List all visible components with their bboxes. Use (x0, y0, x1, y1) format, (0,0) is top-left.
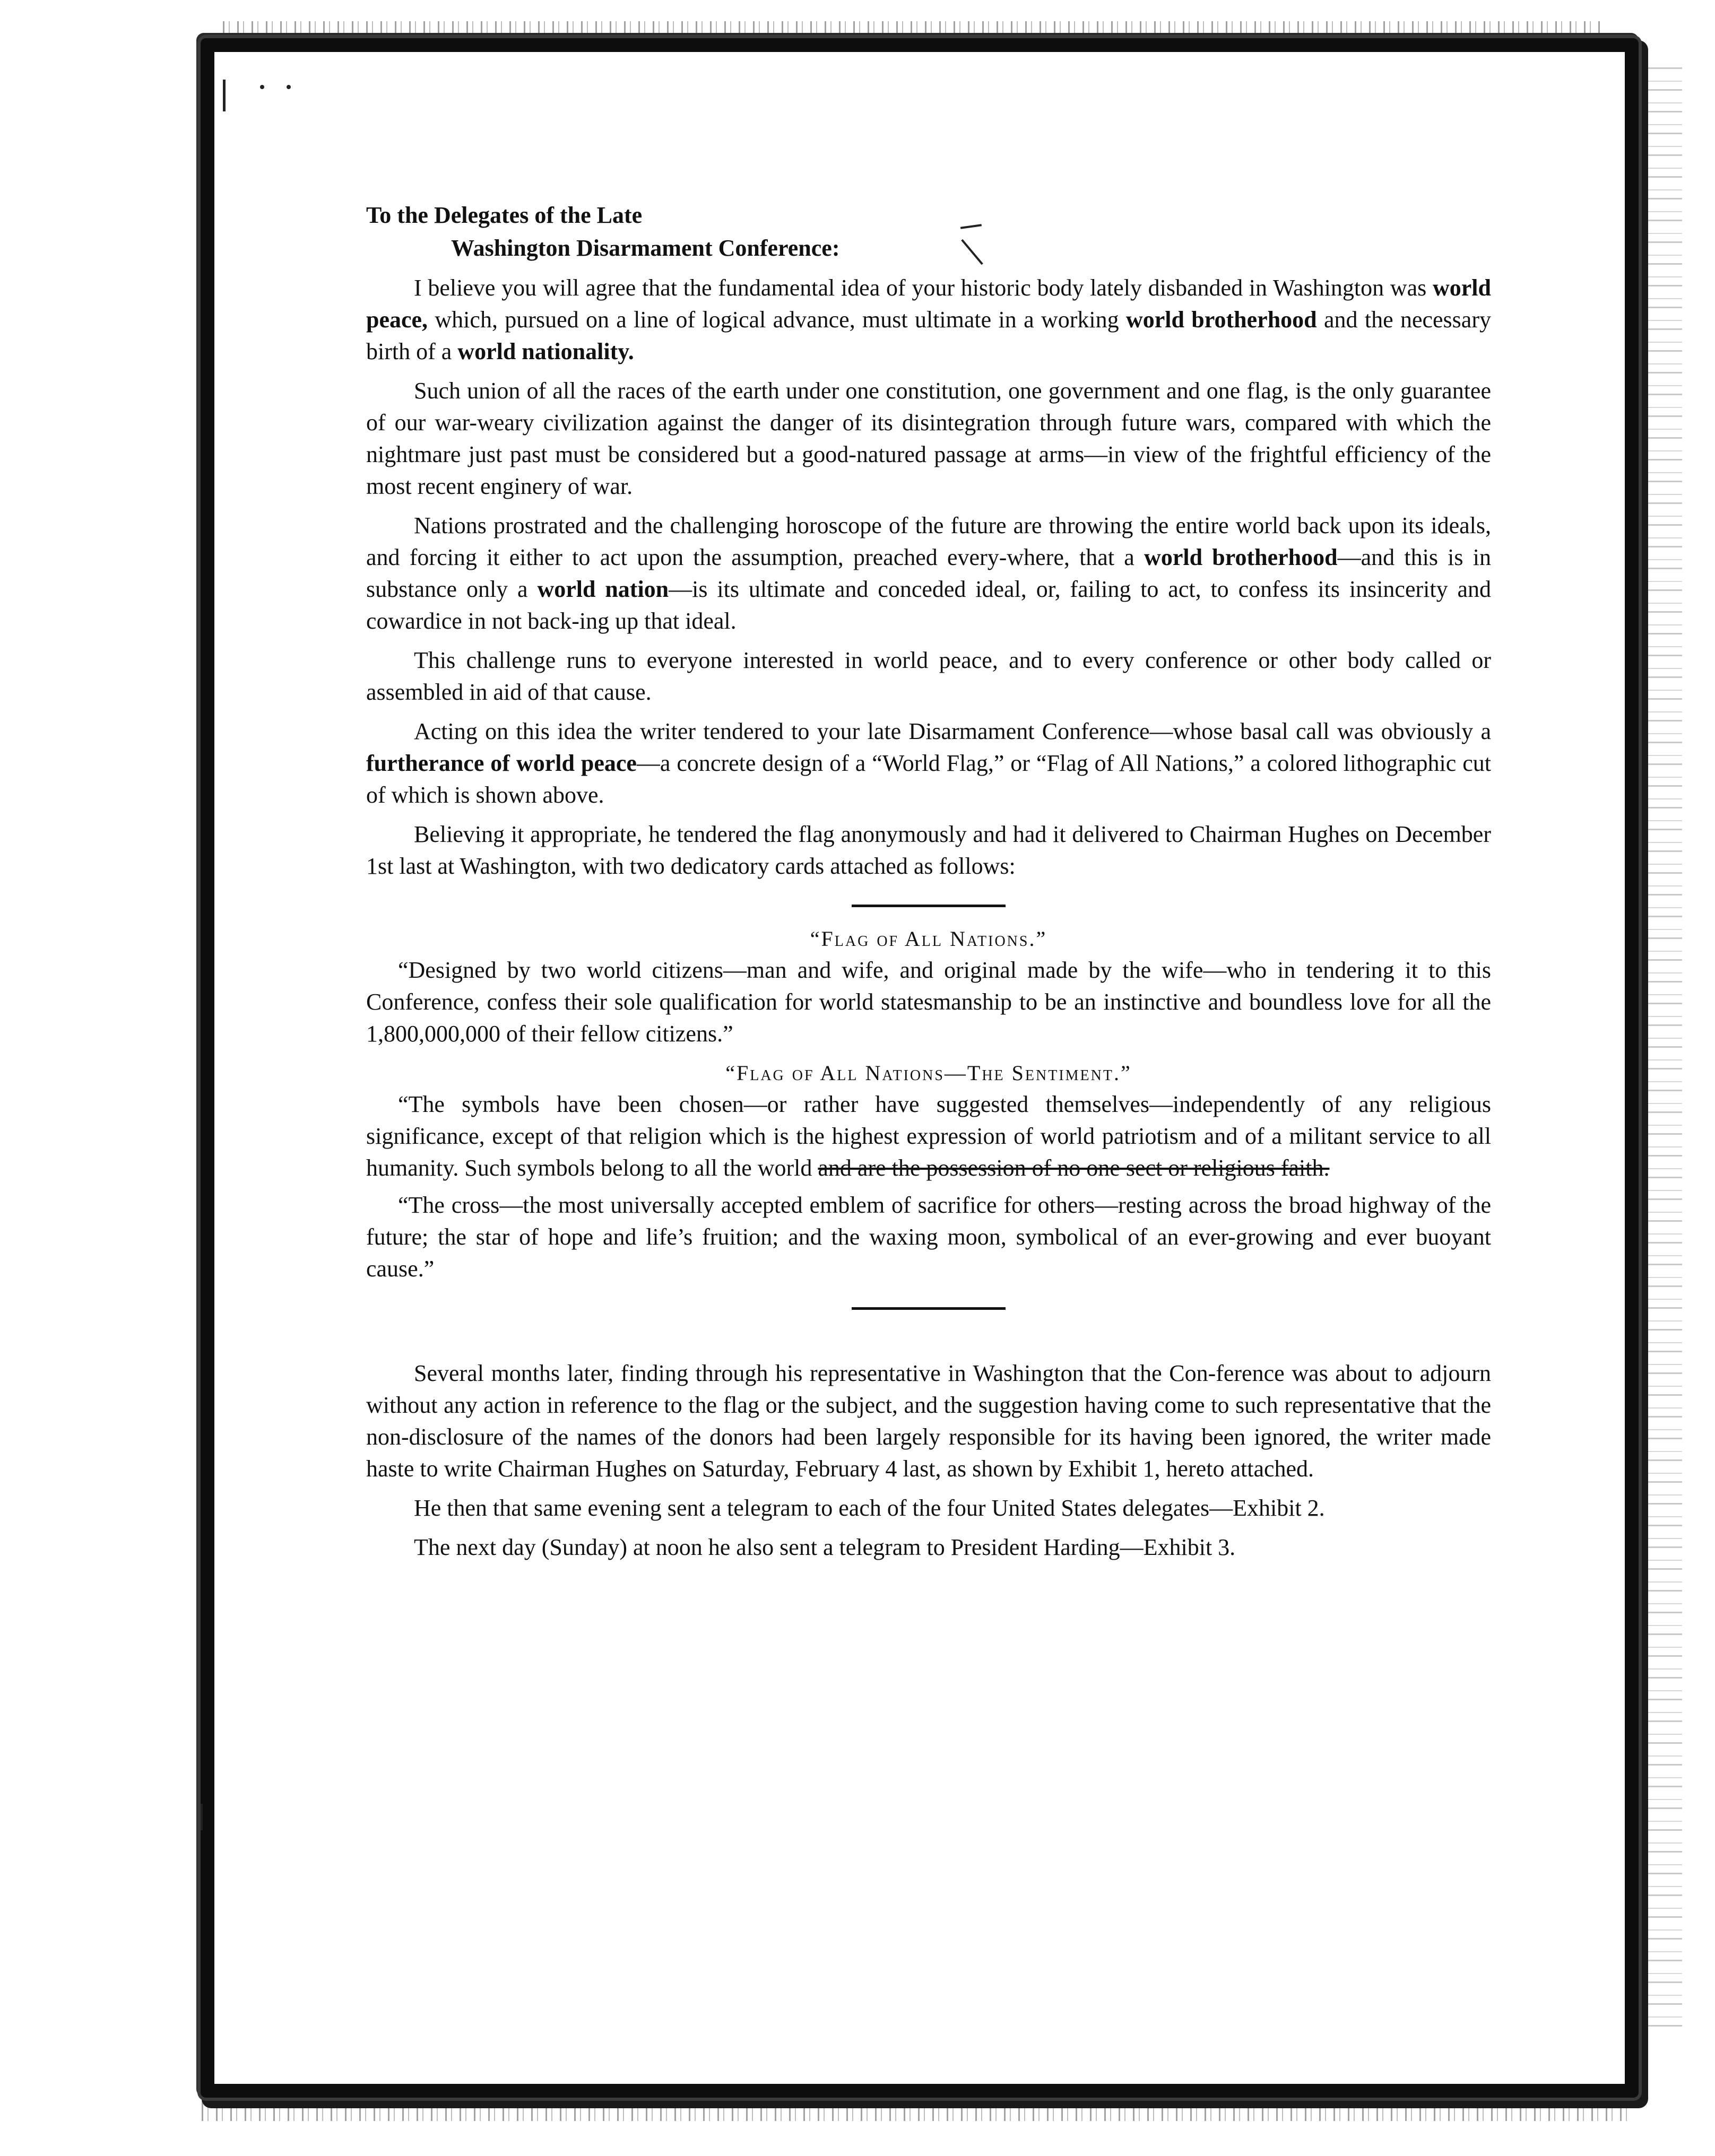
closing-paragraph-2: He then that same evening sent a telegram to each of the four United States delegates—Exhibit 2. (414, 1495, 1325, 1521)
salutation (366, 199, 1491, 265)
divider (852, 905, 1006, 907)
divider (852, 1307, 1006, 1310)
scan-noise-right (1645, 64, 1682, 2027)
paragraph-1: I believe you will agree that the fundamental idea of your historic body lately disbanded in Washington was world peace, which, pursued on a line of logical advance, must ultimate in a working world brotherhood and the necessary birth of a world nationality. (366, 275, 1491, 364)
closing-paragraph-1: Several months later, finding through his representative in Washington that the Con-ference was about to adjourn without any action in reference to the flag or the subject, and the suggestion having come to such representative that the non-disclosure of the names of the donors had been largely responsible for its having been ignored, the writer made haste to write Chairman Hughes on Saturday, February 4 last, as shown by Exhibit 1, hereto attached. (366, 1360, 1491, 1482)
card2-text2: “The cross—the most universally accepted emblem of sacrifice for others—resting across the broad highway of the future; the star of hope and life’s fruition; and the waxing moon, symbolical of an ever-growing and ever buoyant cause.” (366, 1192, 1491, 1282)
paragraph-5: Acting on this idea the writer tendered to your late Disarmament Conference—whose basal call was obviously a furtherance of world peace—a concrete design of a “World Flag,” or “Flag of All Nations,” a colored lithographic cut of which is shown above. (366, 718, 1491, 808)
salutation-line2: Washington Disarmament Conference: (451, 235, 840, 261)
card1-title: “Flag of All Nations.” (810, 927, 1047, 951)
paragraph-6: Believing it appropriate, he tendered the flag anonymously and had it delivered to Chairman Hughes on December 1st last at Washington, with two dedicatory cards attached as follows: (366, 821, 1491, 879)
salutation-line1: To the Delegates of the Late (366, 202, 643, 228)
scan-mark (260, 85, 264, 89)
paragraph-4: This challenge runs to everyone interested in world peace, and to every conference or other body called or assembled in aid of that cause. (366, 647, 1491, 705)
paragraph-3: Nations prostrated and the challenging horoscope of the future are throwing the entire world back upon its ideals, and forcing it either to act upon the assumption, preached every-where, that a world brotherhood—and this is in substance only a world nation—is its ultimate and conceded ideal, or, failing to act, to confess its insincerity and cowardice in not back-ing up that ideal. (366, 512, 1491, 634)
scan-mark (223, 80, 226, 111)
scan-mark (201, 1804, 203, 1830)
paragraph-2: Such union of all the races of the earth under one constitution, one government and one flag, is the only guarantee of our war-weary civilization against the danger of its disintegration through future wars, compared with which the nightmare just past must be considered but a good-natured passage at arms—in view of the frightful efficiency of the most recent enginery of war. (366, 378, 1491, 499)
card1-text: “Designed by two world citizens—man and wife, and original made by the wife—who in tendering it to this Conference, confess their sole qualification for world statesmanship to be an instinctive and boundless love for all the 1,800,000,000 of their fellow citizens.” (366, 957, 1491, 1047)
card2-text1: “The symbols have been chosen—or rather have suggested themselves—independently of any religious significance, except of that religion which is the highest expression of world patriotism and of a militant service to all humanity. Such symbols belong to all the world and are the possession of no one sect or religious faith. (366, 1091, 1491, 1181)
card2-title: “Flag of All Nations—The Sentiment.” (725, 1061, 1132, 1085)
closing-paragraph-3: The next day (Sunday) at noon he also sent a telegram to President Harding—Exhibit 3. (414, 1534, 1236, 1560)
scan-noise-top (223, 21, 1603, 33)
scan-noise-bottom (202, 2100, 1634, 2121)
scan-mark (287, 85, 291, 89)
letter-body (366, 199, 1491, 1563)
